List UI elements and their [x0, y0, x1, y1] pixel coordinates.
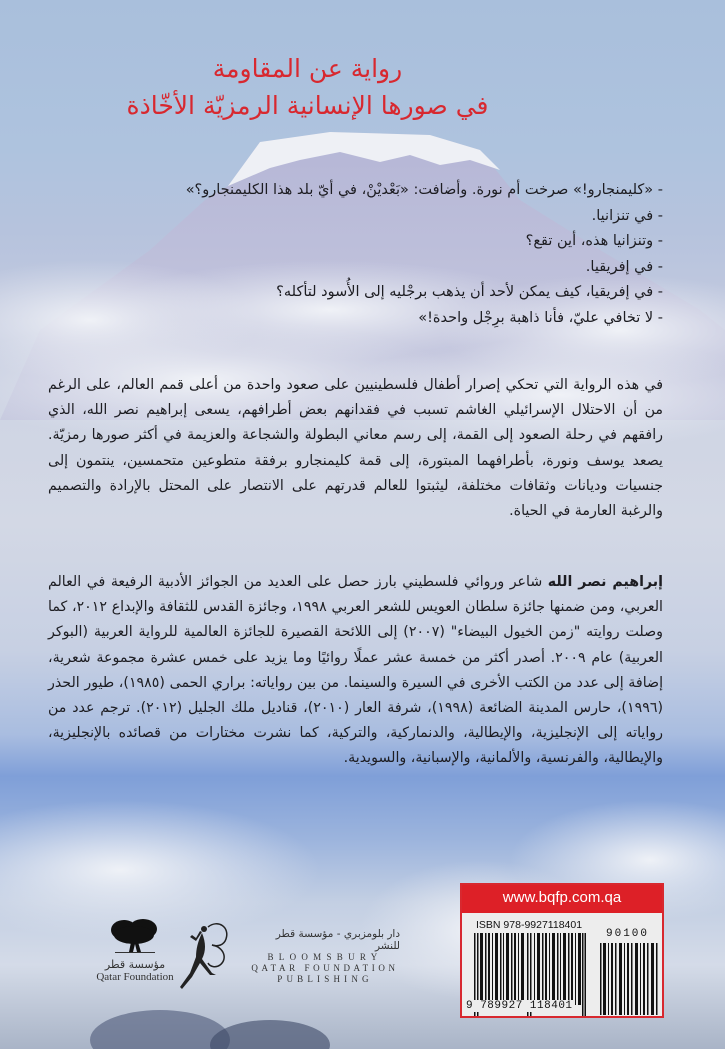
dialogue-line: - «كليمنجارو!» صرخت أم نورة. وأضافت: «بَعْديْنْ، في أيّ بلد هذا الكليمنجارو؟»	[185, 182, 663, 198]
dialogue-line: - وتنزانيا هذه، أين تقع؟	[525, 233, 663, 249]
isbn-label: ISBN 978-9927118401	[476, 919, 583, 931]
bloomsbury-qatar-logo	[250, 928, 400, 985]
dialogue-line: - في إفريقيا، كيف يمكن لأحد أن يذهب برجْليه إلى الأُسود لتأكله؟	[276, 284, 663, 300]
cover-tagline	[0, 50, 725, 124]
dialogue-line: - في تنزانيا.	[591, 207, 663, 224]
bloomsbury-runner-icon	[172, 915, 232, 995]
isbn-barcode-box	[460, 883, 664, 1018]
tagline-line-1: رواية عن المقاومة	[212, 54, 403, 83]
isbn-digits: 9 789927 118401	[466, 1000, 573, 1012]
synopsis-paragraph: في هذه الرواية التي تحكي إصرار أطفال فلسطينيين على صعود واحدة من أعلى قمم العالم، على الرغم من أن الاحتلال الإسرائيلي الغاشم تسبب في فقدانهم بعض أطرافهم، يسعى إبراهيم نصر الله، الذي رافقهم في رحلة الصعود إلى القمة، إلى رسم معاني البطولة والشجاعة والعزيمة في أكثر صورها رمزيّة. يصعد يوسف ونورة، بأطرافهما المبتورة، إلى قمة كليمنجارو برفقة متطوعين متحمسين، ينتمون إلى جنسيات وديانات وثقافات مختلفة، ليثبتوا للعالم قدرتهم على الانتصار على المحتل بالإرادة والتصميم والرغبة العارمة في الحياة.	[48, 377, 663, 520]
price-addon-code: 90100	[606, 928, 650, 940]
tree-icon	[107, 918, 163, 956]
bloomsbury-arabic: دار بلومزبري - مؤسسة قطر للنشر	[275, 928, 400, 952]
dialogue-line: - في إفريقيا.	[585, 258, 663, 275]
bloomsbury-line-3: PUBLISHING	[277, 974, 373, 984]
qatar-foundation-english: Qatar Foundation	[96, 971, 174, 983]
dialogue-excerpt	[103, 178, 663, 331]
addon-barcode-icon	[600, 943, 658, 1015]
publisher-url: www.bqfp.com.qa	[462, 885, 662, 913]
qatar-foundation-arabic: مؤسسة قطر	[104, 958, 166, 971]
author-bio-paragraph	[48, 570, 663, 772]
dialogue-line: - لا تخافي عليّ، فأنا ذاهبة برِجْل واحدة!»	[418, 309, 663, 326]
tagline-line-2: في صورها الإنسانية الرمزيّة الأخّاذة	[126, 91, 489, 120]
bloomsbury-line-1: BLOOMSBURY	[267, 952, 383, 962]
bloomsbury-line-2: QATAR FOUNDATION	[251, 963, 399, 973]
author-bio-text: شاعر وروائي فلسطيني بارز حصل على العديد من الجوائز الأدبية الرفيعة في العالم العربي، ومن ضمنها جائزة سلطان العويس للشعر العربي ١٩٩٨، وجائزة القدس للثقافة والإبداع ٢٠١٢، كما وصلت روايته "زمن الخيول البيضاء" (٢٠٠٧) إلى اللائحة القصيرة للجائزة العالمية للرواية العربية (البوكر العربية) عام ٢٠٠٩. أصدر أكثر من خمسة عشر عملًا روائيًا وما يزيد على خمس عشرة مجموعة شعرية، إضافة إلى عدد من الكتب الأخرى في السيرة والسينما. من بين رواياته: براري الحمى (١٩٨٥)، طيور الحذر (١٩٩٦)، حارس المدينة الضائعة (١٩٩٨)، شرفة العار (٢٠١٠)، قناديل ملك الجليل (٢٠١٢). ترجم عدد من رواياته إلى الإنجليزية، والإيطالية، والدنماركية، والتركية، كما نشرت مختارات من قصائده بالإنجليزية، والإيطالية، والفرنسية، والألمانية، والإسبانية، والسويدية.	[48, 574, 664, 767]
author-name: إبراهيم نصر الله	[547, 574, 663, 590]
